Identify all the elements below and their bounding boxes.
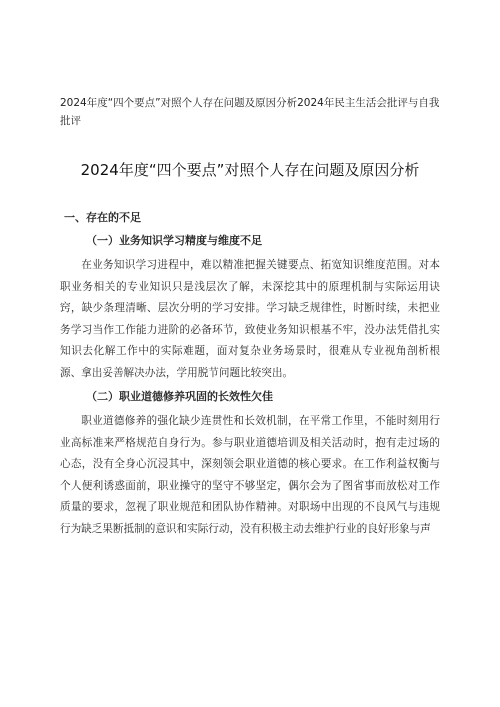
paragraph-1: 在业务知识学习进程中，难以精准把握关键要点、拓宽知识维度范围。对本职业务相关的专业知识只是浅层次了解，未深挖其中的原理机制与实际运用诀窍，缺少条理清晰、层次分明的学习安排。学习缺乏规律性，时断时续，未把业务学习当作工作能力进阶的必备环节，致使业务知识根基不牢，没办法凭借扎实知识去化解工作中的实际难题，面对复杂业务场景时，很难从专业视角剖析根源、拿出妥善解决办法，学用脱节问题比较突出。 (60, 259, 440, 379)
page-title: 2024年度“四个要点”对照个人存在问题及原因分析 (80, 161, 420, 179)
section-heading: 一、存在的不足 (64, 211, 141, 224)
document-body (60, 209, 440, 544)
document-header: 2024年度“四个要点”对照个人存在问题及原因分析2024年民主生活会批评与自我批评 (60, 97, 440, 127)
subsection-heading-1: （一）业务知识学习精度与维度不足 (86, 234, 262, 247)
subsection-heading-2: （二）职业道德修养巩固的长效性欠佳 (86, 390, 273, 403)
paragraph-2: 职业道德修养的强化缺少连贯性和长效机制，在平常工作里，不能时刻用行业高标准来严格规范自身行为。参与职业道德培训及相关活动时，抱有走过场的心态，没有全身心沉浸其中，深刻领会职业道德的核心要求。在工作利益权衡与个人便利诱惑面前，职业操守的坚守不够坚定，偶尔会为了图省事而放松对工作质量的要求，忽视了职业规范和团队协作精神。对职场中出现的不良风气与违规行为缺乏果断抵制的意识和实际行动，没有积极主动去维护行业的良好形象与声 (60, 415, 440, 535)
